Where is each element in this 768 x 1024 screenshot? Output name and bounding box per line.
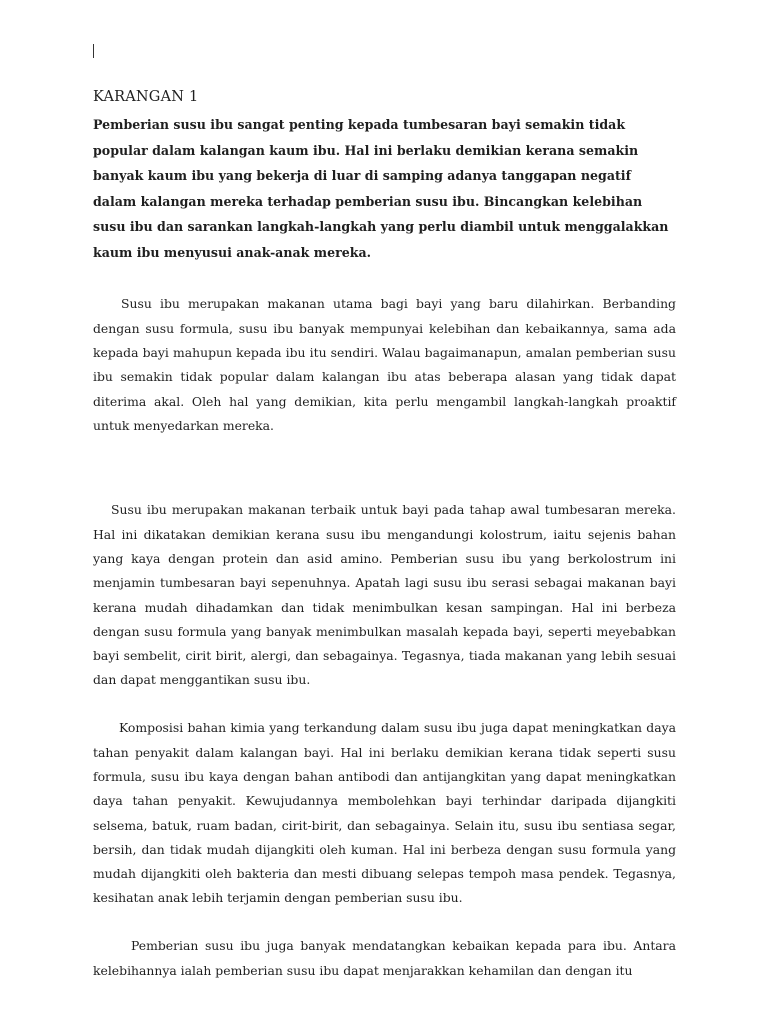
essay-question: Pemberian susu ibu sangat penting kepada tumbesaran bayi semakin tidak popular dalam kalangan kaum ibu. Hal ini berlaku demikian kerana semakin banyak kaum ibu yang bekerja di luar di samping adanya tanggapan negatif dalam kalangan mereka terhadap pemberian susu ibu. Bincangkan kelebihan susu ibu dan sarankan langkah-langkah yang perlu diambil untuk menggalakkan kaum ibu menyusui anak-anak mereka. [93,117,669,260]
paragraph-3: Komposisi bahan kimia yang terkandung dalam susu ibu juga dapat meningkatkan daya tahan penyakit dalam kalangan bayi. Hal ini berlaku demikian kerana tidak seperti susu formula, susu ibu kaya dengan bahan antibodi dan antijangkitan yang dapat meningkatkan daya tahan penyakit. Kewujudannya membolehkan bayi terhindar daripada dijangkiti selsema, batuk, ruam badan, cirit-birit, dan sebagainya. Selain itu, susu ibu sentiasa segar, bersih, dan tidak mudah dijangkiti oleh kuman. Hal ini berbeza dengan susu formula yang mudah dijangkiti oleh bakteria dan mesti dibuang selepas tempoh masa pendek. Tegasnya, kesihatan anak lebih terjamin dengan pemberian susu ibu. [93,720,676,906]
essay-heading: KARANGAN 1 [93,89,199,105]
text-cursor-mark [93,44,94,58]
paragraph-4: Pemberian susu ibu juga banyak mendatangkan kebaikan kepada para ibu. Antara kelebihannya ialah pemberian susu ibu dapat menjarakkan kehamilan dan dengan itu [93,938,676,978]
paragraph-2: Susu ibu merupakan makanan terbaik untuk bayi pada tahap awal tumbesaran mereka. Hal ini dikatakan demikian kerana susu ibu mengandungi kolostrum, iaitu sejenis bahan yang kaya dengan protein dan asid amino. Pemberian susu ibu yang berkolostrum ini menjamin tumbesaran bayi sepenuhnya. Apatah lagi susu ibu serasi sebagai makanan bayi kerana mudah dihadamkan dan tidak menimbulkan kesan sampingan. Hal ini berbeza dengan susu formula yang banyak menimbulkan masalah kepada bayi, seperti meyebabkan bayi sembelit, cirit birit, alergi, dan sebagainya. Tegasnya, tiada makanan yang lebih sesuai dan dapat menggantikan susu ibu. [93,502,676,688]
paragraph-1: Susu ibu merupakan makanan utama bagi bayi yang baru dilahirkan. Berbanding dengan susu formula, susu ibu banyak mempunyai kelebihan dan kebaikannya, sama ada kepada bayi mahupun kepada ibu itu sendiri. Walau bagaimanapun, amalan pemberian susu ibu semakin tidak popular dalam kalangan ibu atas beberapa alasan yang tidak dapat diterima akal. Oleh hal yang demikian, kita perlu mengambil langkah-langkah proaktif untuk menyedarkan mereka. [93,296,676,433]
